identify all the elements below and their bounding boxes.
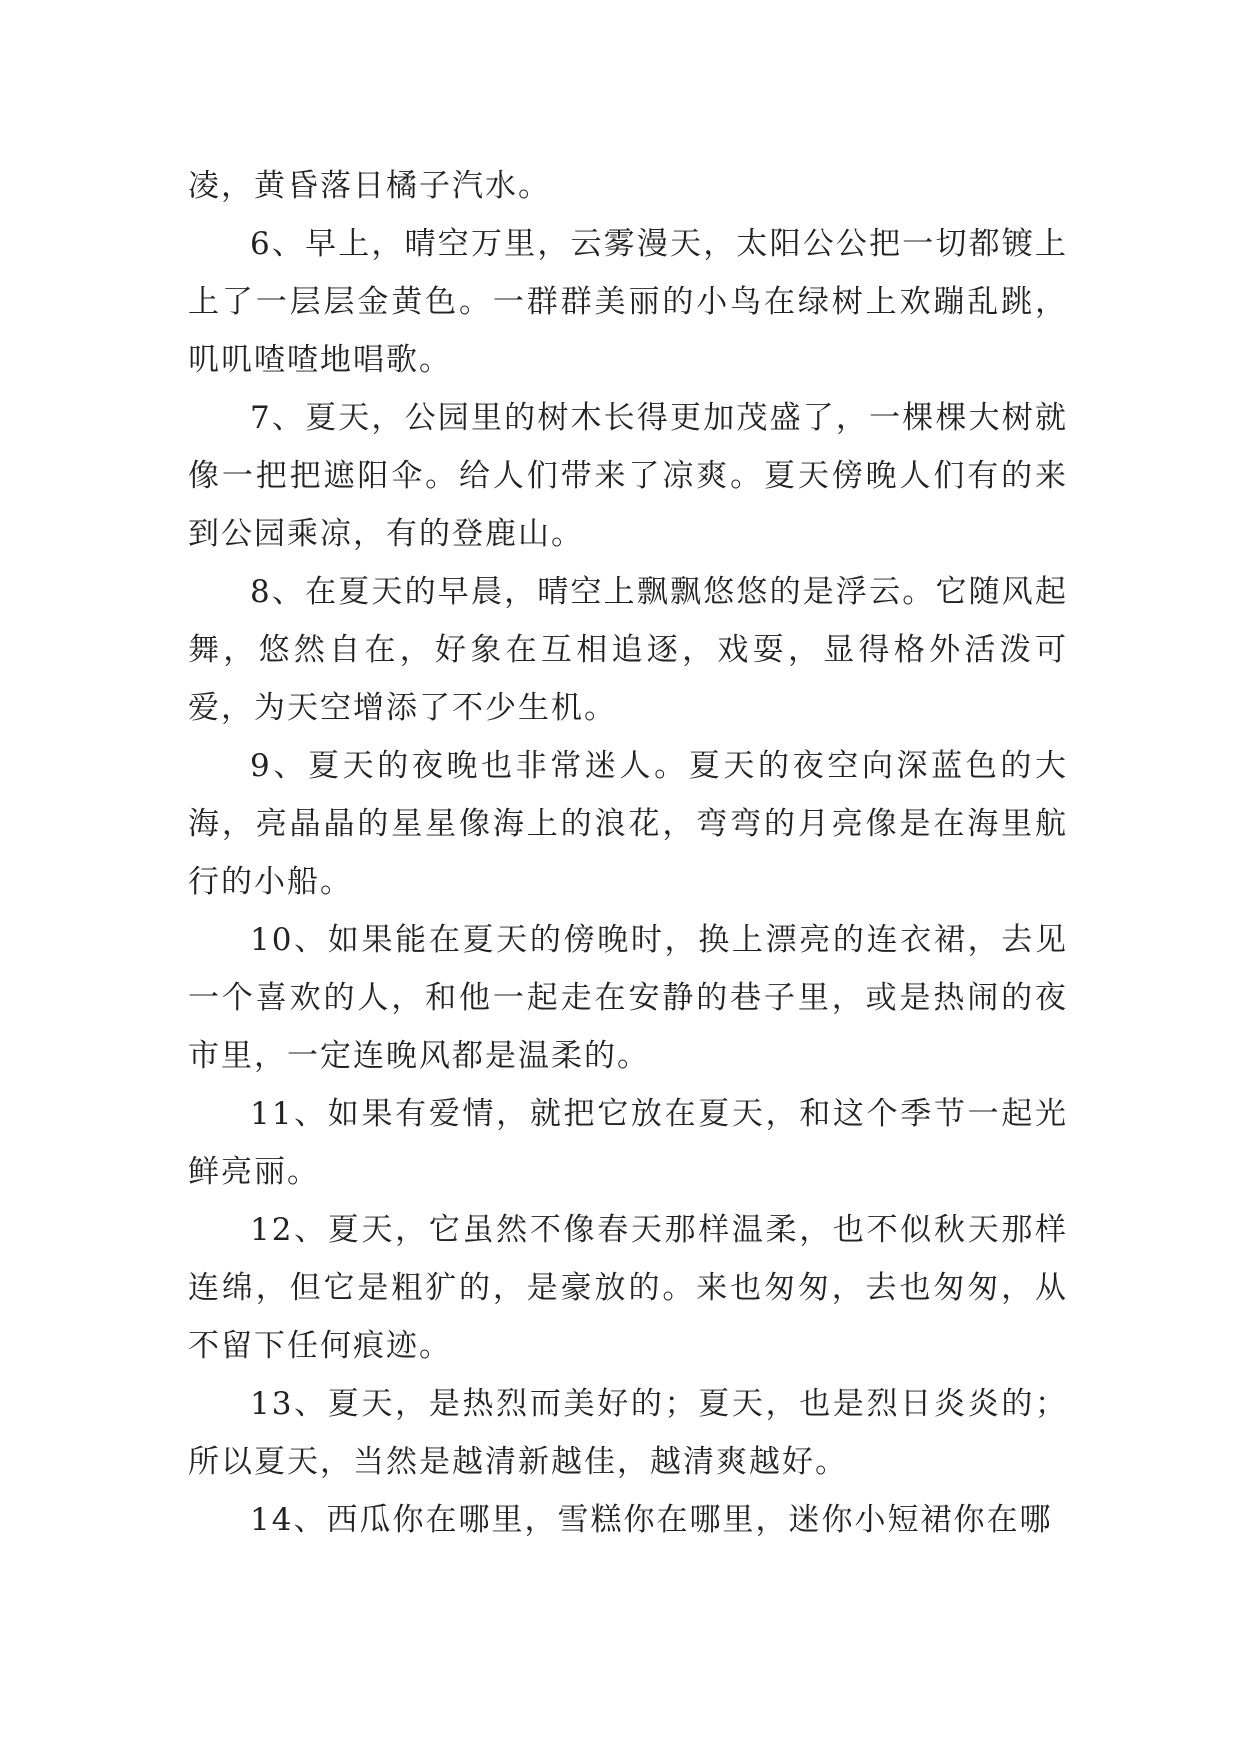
paragraph-item-10: 10、如果能在夏天的傍晚时，换上漂亮的连衣裙，去见一个喜欢的人，和他一起走在安静的巷子里，或是热闹的夜市里，一定连晚风都是温柔的。 <box>188 922 1068 1074</box>
paragraph-item-8: 8、在夏天的早晨，晴空上飘飘悠悠的是浮云。它随风起舞，悠然自在，好象在互相追逐，戏耍，显得格外活泼可爱，为天空增添了不少生机。 <box>188 574 1068 726</box>
paragraph-item-9: 9、夏天的夜晚也非常迷人。夏天的夜空向深蓝色的大海，亮晶晶的星星像海上的浪花，弯弯的月亮像是在海里航行的小船。 <box>188 748 1068 900</box>
paragraph-item-11: 11、如果有爱情，就把它放在夏天，和这个季节一起光鲜亮丽。 <box>188 1096 1068 1190</box>
paragraph-item-13: 13、夏天，是热烈而美好的；夏天，也是烈日炎炎的；所以夏天，当然是越清新越佳，越清爽越好。 <box>188 1386 1068 1480</box>
paragraph-item-12: 12、夏天，它虽然不像春天那样温柔，也不似秋天那样连绵，但它是粗犷的，是豪放的。来也匆匆，去也匆匆，从不留下任何痕迹。 <box>188 1212 1068 1364</box>
paragraph-item-6: 6、早上，晴空万里，云雾漫天，太阳公公把一切都镀上上了一层层金黄色。一群群美丽的小鸟在绿树上欢蹦乱跳，叽叽喳喳地唱歌。 <box>188 226 1068 378</box>
document-body <box>188 157 1068 1549</box>
paragraph-item-14: 14、西瓜你在哪里，雪糕你在哪里，迷你小短裙你在哪 <box>250 1502 1053 1538</box>
paragraph-item-7: 7、夏天，公园里的树木长得更加茂盛了，一棵棵大树就像一把把遮阳伞。给人们带来了凉爽。夏天傍晚人们有的来到公园乘凉，有的登鹿山。 <box>188 400 1068 552</box>
paragraph-continuation: 凌，黄昏落日橘子汽水。 <box>188 168 551 204</box>
